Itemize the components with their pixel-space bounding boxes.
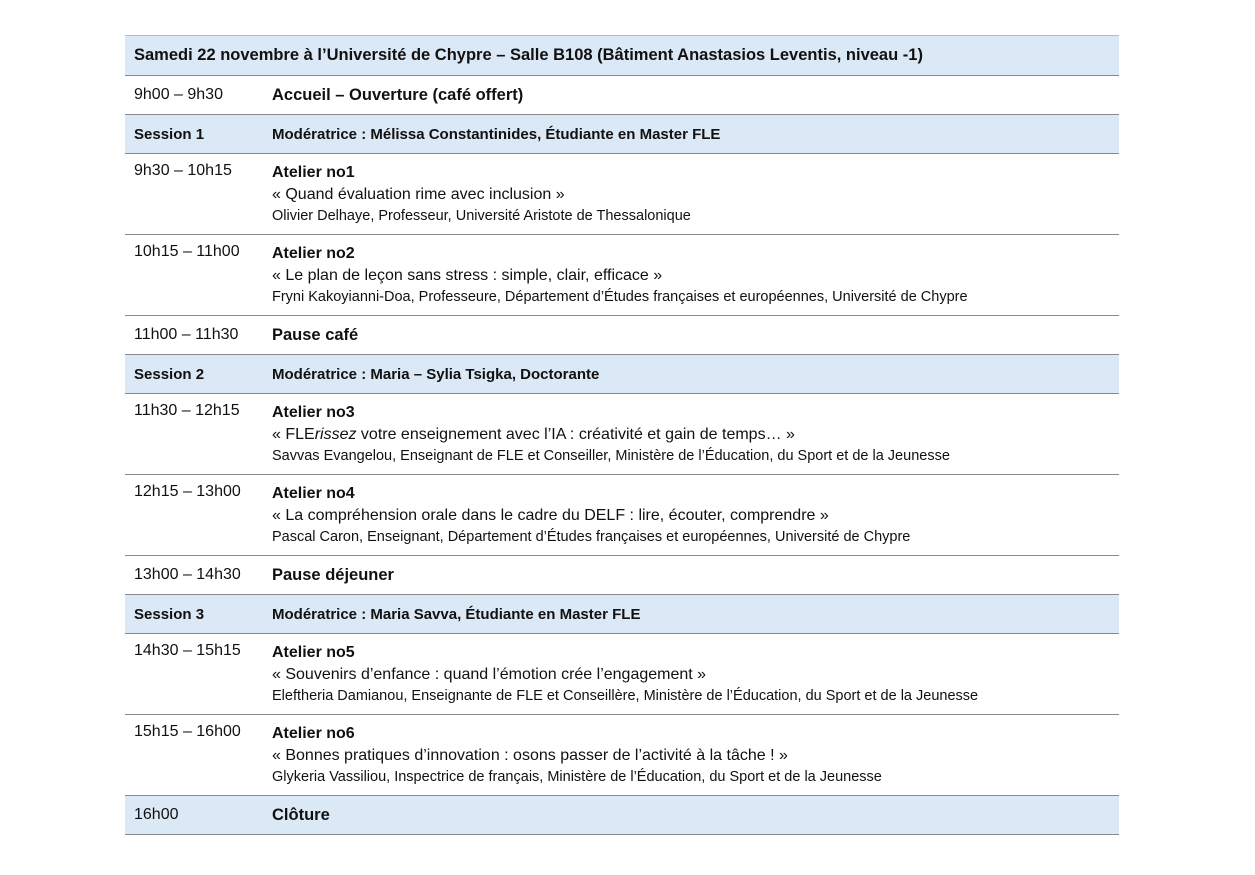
time-slot: 9h30 – 10h15 <box>134 162 232 179</box>
session-label: Session 2 <box>134 365 205 383</box>
session-moderator: Modératrice : Maria – Sylia Tsigka, Doctorante <box>272 365 600 383</box>
workshop-title: Atelier no3 <box>272 404 355 421</box>
activity-label: Clôture <box>272 805 330 824</box>
workshop-title: Atelier no5 <box>272 644 355 661</box>
time-slot: 13h00 – 14h30 <box>134 566 241 583</box>
workshop-row-1 <box>125 154 1119 235</box>
quote-part: « FLE <box>272 426 315 443</box>
workshop-row-4 <box>125 475 1119 556</box>
schedule-row-welcome <box>125 76 1119 115</box>
workshop-row-3 <box>125 394 1119 475</box>
time-slot: 11h00 – 11h30 <box>134 326 239 343</box>
program-table <box>125 35 1119 835</box>
program-title: Samedi 22 novembre à l’Université de Chypre – Salle B108 (Bâtiment Anastasios Leventis, niveau -1) <box>134 46 923 64</box>
workshop-details <box>272 642 1119 707</box>
session-row-2 <box>125 355 1119 394</box>
time-slot: 10h15 – 11h00 <box>134 243 240 260</box>
session-row-1 <box>125 115 1119 154</box>
session-label: Session 3 <box>134 605 205 623</box>
time-slot: 16h00 <box>134 806 179 823</box>
schedule-row-lunch-break <box>125 556 1119 595</box>
workshop-speaker: Olivier Delhaye, Professeur, Université Aristote de Thessalonique <box>272 208 691 224</box>
time-slot: 14h30 – 15h15 <box>134 642 241 659</box>
workshop-title: Atelier no6 <box>272 725 355 742</box>
workshop-details <box>272 243 1119 308</box>
workshop-row-5 <box>125 634 1119 715</box>
workshop-title: Atelier no4 <box>272 485 355 502</box>
workshop-title: Atelier no1 <box>272 164 355 181</box>
time-slot: 12h15 – 13h00 <box>134 483 241 500</box>
workshop-speaker: Pascal Caron, Enseignant, Département d’Études françaises et européennes, Université de Chypre <box>272 529 911 545</box>
time-slot: 15h15 – 16h00 <box>134 723 241 740</box>
program-header <box>125 36 1119 76</box>
workshop-speaker: Fryni Kakoyianni-Doa, Professeure, Département d’Études françaises et européennes, Université de Chypre <box>272 289 968 305</box>
workshop-title: Atelier no2 <box>272 245 355 262</box>
quote-italic-part: rissez <box>314 426 357 443</box>
workshop-details <box>272 162 1119 227</box>
session-label: Session 1 <box>134 125 205 143</box>
workshop-quote: « La compréhension orale dans le cadre du DELF : lire, écouter, comprendre » <box>272 507 829 524</box>
schedule-row-closing <box>125 796 1119 835</box>
time-slot: 9h00 – 9h30 <box>134 86 223 103</box>
time-slot: 11h30 – 12h15 <box>134 402 240 419</box>
workshop-quote: « Quand évaluation rime avec inclusion » <box>272 186 565 203</box>
workshop-row-6 <box>125 715 1119 796</box>
workshop-quote: « Bonnes pratiques d’innovation : osons passer de l’activité à la tâche ! » <box>272 747 788 764</box>
workshop-details <box>272 402 1119 467</box>
activity-label: Pause café <box>272 325 359 344</box>
workshop-speaker: Savvas Evangelou, Enseignant de FLE et Conseiller, Ministère de l’Éducation, du Sport et de la Jeunesse <box>272 448 950 464</box>
activity-label: Pause déjeuner <box>272 565 394 584</box>
workshop-quote <box>272 424 1119 446</box>
session-moderator: Modératrice : Maria Savva, Étudiante en Master FLE <box>272 605 641 623</box>
session-row-3 <box>125 595 1119 634</box>
workshop-row-2 <box>125 235 1119 316</box>
workshop-quote: « Le plan de leçon sans stress : simple, clair, efficace » <box>272 267 663 284</box>
workshop-speaker: Glykeria Vassiliou, Inspectrice de français, Ministère de l’Éducation, du Sport et de la Jeunesse <box>272 769 882 785</box>
workshop-details <box>272 483 1119 548</box>
workshop-quote: « Souvenirs d’enfance : quand l’émotion crée l’engagement » <box>272 666 707 683</box>
session-moderator: Modératrice : Mélissa Constantinides, Étudiante en Master FLE <box>272 125 721 143</box>
workshop-details <box>272 723 1119 788</box>
activity-label: Accueil – Ouverture (café offert) <box>272 85 524 104</box>
workshop-speaker: Eleftheria Damianou, Enseignante de FLE et Conseillère, Ministère de l’Éducation, du Sport et de la Jeunesse <box>272 688 979 704</box>
quote-part: votre enseignement avec l’IA : créativité et gain de temps… » <box>356 426 795 443</box>
schedule-row-coffee-break <box>125 316 1119 355</box>
